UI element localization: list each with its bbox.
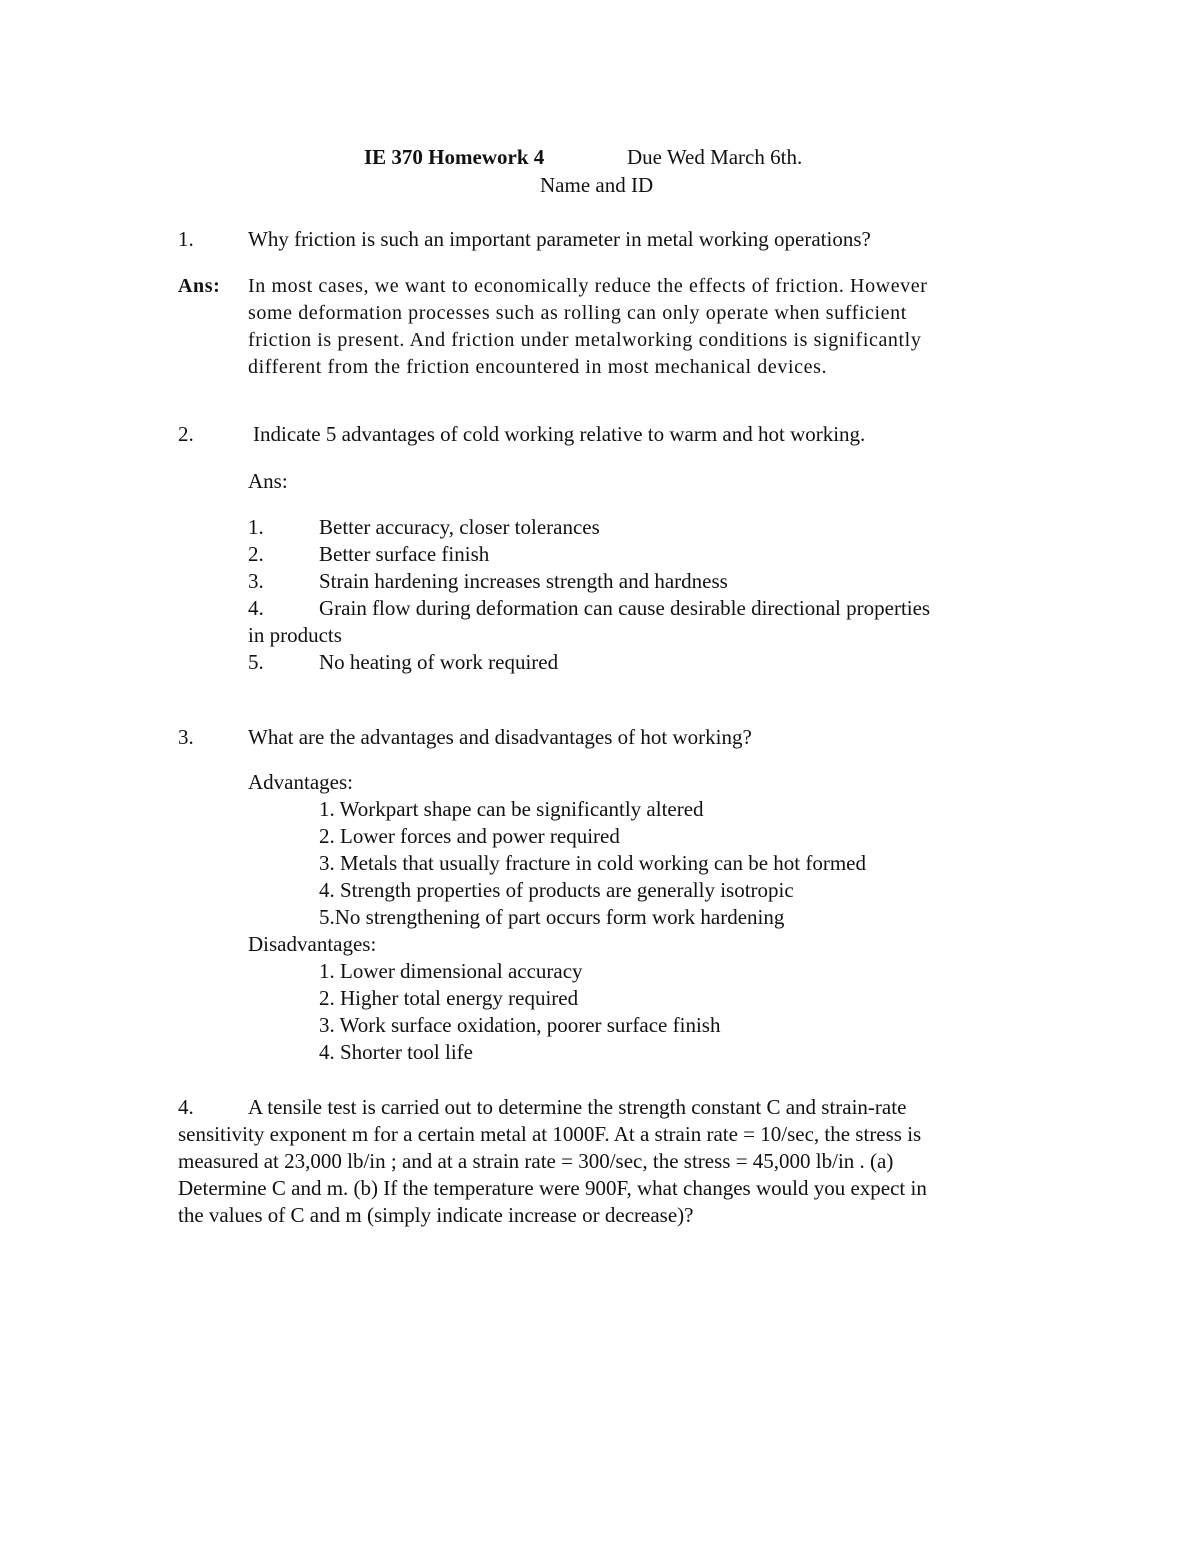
q1-ans-label: Ans: <box>178 275 221 297</box>
q2-item-number: 4. <box>248 596 264 620</box>
q2-item-continuation: in products <box>248 623 342 647</box>
advantage-item: 3. Metals that usually fracture in cold working can be hot formed <box>319 851 867 875</box>
q2-item-text: Better accuracy, closer tolerances <box>319 515 600 539</box>
q2-item-text: Strain hardening increases strength and hardness <box>319 569 728 593</box>
q1-number: 1. <box>178 227 194 251</box>
q2-item-number: 2. <box>248 542 264 566</box>
q2-item-number: 5. <box>248 650 264 674</box>
advantage-item: 5.No strengthening of part occurs form work hardening <box>319 905 785 929</box>
advantages-label: Advantages: <box>248 770 353 794</box>
disadvantages-label: Disadvantages: <box>248 932 377 956</box>
advantage-item: 2. Lower forces and power required <box>319 824 620 848</box>
q3-question: What are the advantages and disadvantages of hot working? <box>248 725 752 749</box>
q4-text-line: A tensile test is carried out to determine the strength constant C and strain-rate <box>248 1095 907 1119</box>
q2-item-text: Better surface finish <box>319 542 490 566</box>
disadvantage-item: 2. Higher total energy required <box>319 986 579 1010</box>
disadvantage-item: 1. Lower dimensional accuracy <box>319 959 583 983</box>
q4-text-line: Determine C and m. (b) If the temperature were 900F, what changes would you expect in <box>178 1176 927 1200</box>
q3-number: 3. <box>178 725 194 749</box>
q2-item-number: 3. <box>248 569 264 593</box>
q2-item-text: Grain flow during deformation can cause desirable directional properties <box>319 596 931 620</box>
document-title: IE 370 Homework 4 <box>364 145 545 169</box>
q2-ans-label: Ans: <box>248 469 288 493</box>
q1-question: Why friction is such an important parameter in metal working operations? <box>248 227 871 251</box>
disadvantage-item: 3. Work surface oxidation, poorer surface finish <box>319 1013 721 1037</box>
q2-question: Indicate 5 advantages of cold working relative to warm and hot working. <box>253 422 866 446</box>
q1-answer-line: In most cases, we want to economically reduce the effects of friction. However <box>248 275 928 297</box>
q1-answer-line: different from the friction encountered in most mechanical devices. <box>248 356 828 378</box>
q1-answer-line: some deformation processes such as rolling can only operate when sufficient <box>248 302 907 324</box>
q4-number: 4. <box>178 1095 194 1119</box>
disadvantage-item: 4. Shorter tool life <box>319 1040 473 1064</box>
q1-answer-line: friction is present. And friction under metalworking conditions is significantly <box>248 329 922 351</box>
advantage-item: 1. Workpart shape can be significantly altered <box>319 797 704 821</box>
q2-item-number: 1. <box>248 515 264 539</box>
q4-text-line: measured at 23,000 lb/in ; and at a strain rate = 300/sec, the stress = 45,000 lb/in . (a) <box>178 1149 894 1173</box>
q4-text-line: the values of C and m (simply indicate increase or decrease)? <box>178 1203 694 1227</box>
q2-item-text: No heating of work required <box>319 650 559 674</box>
due-date: Due Wed March 6th. <box>627 145 803 169</box>
q4-text-line: sensitivity exponent m for a certain metal at 1000F. At a strain rate = 10/sec, the stress is <box>178 1122 922 1146</box>
advantage-item: 4. Strength properties of products are generally isotropic <box>319 878 794 902</box>
name-and-id-line: Name and ID <box>540 173 654 197</box>
q2-number: 2. <box>178 422 194 446</box>
